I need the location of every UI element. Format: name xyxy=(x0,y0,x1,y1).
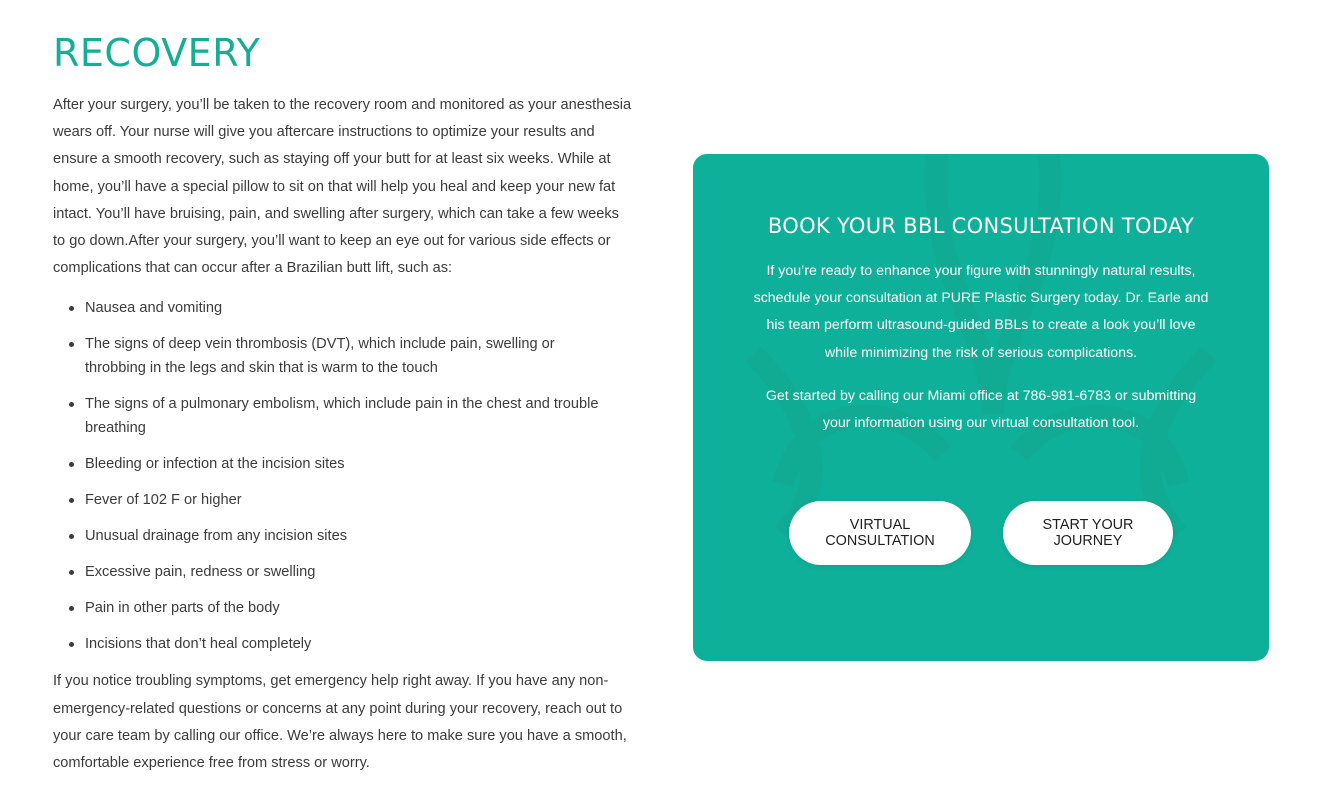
bullet-icon xyxy=(69,462,74,467)
list-item-text: Unusual drainage from any incision sites xyxy=(85,528,348,545)
section-title: RECOVERY xyxy=(53,31,261,75)
list-item xyxy=(53,560,605,584)
list-item xyxy=(53,452,605,476)
bullet-icon xyxy=(69,570,74,575)
bullet-icon xyxy=(69,642,74,647)
consultation-cta-panel xyxy=(693,154,1269,661)
button-label-line-1: VIRTUAL xyxy=(849,517,911,533)
bullet-icon xyxy=(69,606,74,611)
cta-paragraph-1: If you’re ready to enhance your figure with stunningly natural results, schedule your consultation at PURE Plastic Surgery today. Dr. Earle and his team perform ultrasound-guided BBLs to create a look you’ll love while minimizing the risk of serious complications. xyxy=(753,263,1209,361)
list-item xyxy=(53,524,605,548)
button-label-line-1: START YOUR xyxy=(1042,517,1134,533)
list-item xyxy=(53,296,605,320)
virtual-consultation-button[interactable] xyxy=(789,501,971,565)
list-item-text: Bleeding or infection at the incision sites xyxy=(85,456,345,473)
closing-paragraph: If you notice troubling symptoms, get emergency help right away. If you have any non-emergency-related questions or concerns at any point during your recovery, reach out to your care team by calling our office. We’re always here to make sure you have a smooth, comfortable experience free from stress or worry. xyxy=(53,673,627,772)
bullet-icon xyxy=(69,306,74,311)
list-item-text: Excessive pain, redness or swelling xyxy=(85,564,316,581)
cta-paragraph-2: Get started by calling our Miami office at 786-981-6783 or submitting your information using our virtual consultation tool. xyxy=(765,388,1197,432)
list-item-text: Nausea and vomiting xyxy=(85,300,223,317)
list-item xyxy=(53,488,605,512)
button-label-line-2: JOURNEY xyxy=(1053,533,1123,549)
list-item xyxy=(53,392,605,440)
list-item xyxy=(53,332,605,380)
list-item-text: Pain in other parts of the body xyxy=(85,600,280,617)
list-item xyxy=(53,596,605,620)
list-item-text: Fever of 102 F or higher xyxy=(85,492,242,509)
button-label-line-2: CONSULTATION xyxy=(825,533,935,549)
bullet-icon xyxy=(69,534,74,539)
bullet-icon xyxy=(69,342,74,347)
list-item-text: The signs of deep vein thrombosis (DVT), which include pain, swelling or throbbing in the legs and skin that is warm to the touch xyxy=(85,336,555,377)
symptoms-list xyxy=(53,296,633,656)
start-your-journey-button[interactable] xyxy=(1003,501,1173,565)
bullet-icon xyxy=(69,402,74,407)
bullet-icon xyxy=(69,498,74,503)
recovery-section xyxy=(53,30,633,777)
list-item xyxy=(53,632,605,656)
list-item-text: The signs of a pulmonary embolism, which include pain in the chest and trouble breathing xyxy=(85,396,599,437)
cta-title: BOOK YOUR BBL CONSULTATION TODAY xyxy=(767,214,1195,238)
list-item-text: Incisions that don’t heal completely xyxy=(85,636,312,653)
intro-paragraph: After your surgery, you’ll be taken to the recovery room and monitored as your anesthesia wears off. Your nurse will give you aftercare instructions to optimize your results and ensure a smooth recovery, such as staying off your butt for at least six weeks. While at home, you’ll have a special pillow to sit on that will help you heal and keep your new fat intact. You’ll have bruising, pain, and swelling after surgery, which can take a few weeks to go down.After your surgery, you’ll want to keep an eye out for various side effects or complications that can occur after a Brazilian butt lift, such as: xyxy=(53,97,632,277)
